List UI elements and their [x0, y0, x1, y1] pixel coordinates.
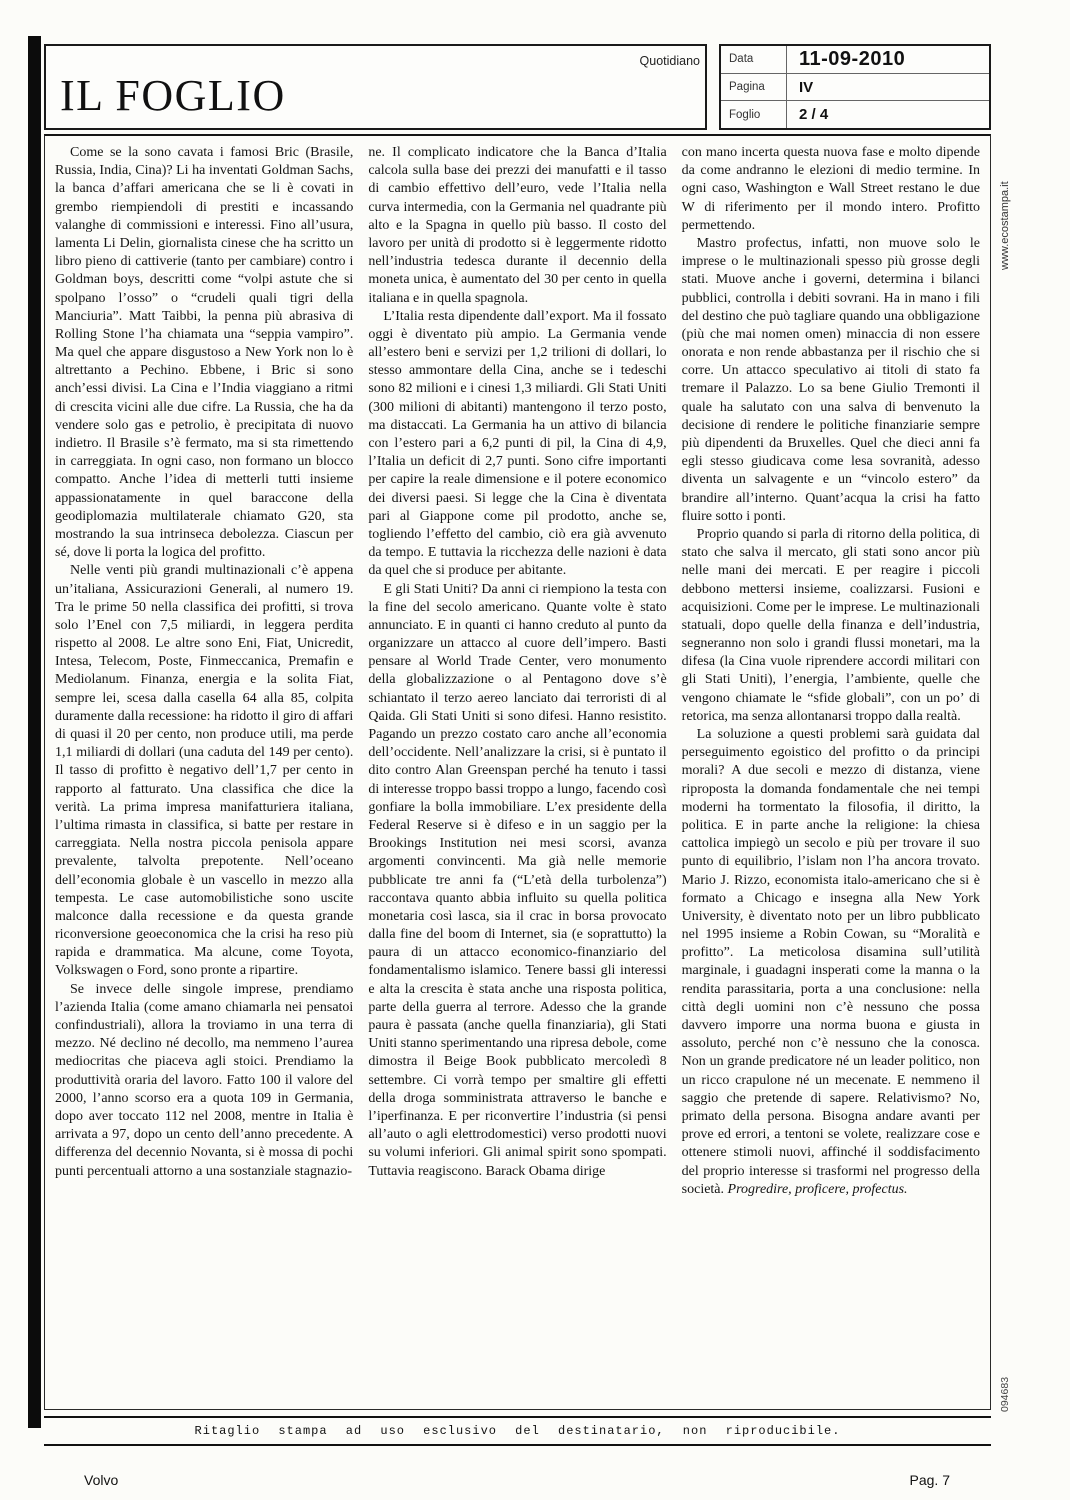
ecostampa-watermark: www.ecostampa.it — [999, 181, 1011, 270]
paragraph: Come se la sono cavata i famosi Bric (Brasile, Russia, India, Cina)? Li ha inventati Goldman Sachs, la banca d’affari americana che se li è covati in grembo riempiendoli di prestiti e incassando valanghe di commissioni e interessi. Fino all’usura, lamenta Li Delin, giornalista cinese che ha scritto un libro pieno di cattiverie (tanto per cambiare) contro i Goldman boys, descritti come “volpi astute che si spolpano l’osso” o “crudeli quali tigri della Manciuria”. Matt Taibbi, la penna più abrasiva di Rolling Stone l’ha chiamata una “seppia vampiro”. Ma quel che appare disgustoso a New York non lo è altrettanto a Pechino. Ebbene, i Bric si sono anch’essi divisi. La Cina e l’India viaggiano a ritmi di crescita vicini alle due cifre. La Russia, che ha da vendere solo gas e petrolio, è precipitata di nuovo indietro. Il Brasile s’è fermato, ma si sta rimettendo in carreggiata. In ogni caso, non formano un blocco compatto. Anche l’idea di metterli tutti insieme appassionatamente in quel baraccone della geodiplomazia multilaterale chiamato G20, sta mostrando la sua intrinseca debolezza. Ciascun per sé, dove li porta la logica del profitto. — [55, 145, 354, 561]
date-label: Data — [721, 46, 787, 73]
page-number: Pag. 7 — [909, 1472, 950, 1488]
paragraph: L’Italia resta dipendente dall’export. Ma il fossato oggi è diventato più ampio. La Germania vende all’estero beni e servizi per 1,2 trilioni di dollari, lo stesso ammontare della Cina, anche se i tedeschi sono 82 milioni e i cinesi 1,3 miliardi. Gli Stati Uniti (300 milioni di abitanti) mantengono il terzo posto, ma distaccati. La Germania ha un attivo di bilancia con l’estero pari a 6,2 punti di pil, la Cina di 4,9, l’Italia un deficit di 2,7 punti. Sono cifre importanti per capire la reale dimensione e il potere economico dei diversi paesi. Si legge che la Cina è diventata pari al Giappone come pil prodotto, anche se, togliendo l’effetto del cambio, ciò era già avvenuto da tempo. E tuttavia la ricchezza delle nazioni è data da quel che si produce per abitante. — [368, 308, 667, 579]
paragraph: Nelle venti più grandi multinazionali c’è appena un’italiana, Assicurazioni Generali, al numero 19. Tra le prime 50 nella classifica dei profitti, si trova solo l’Enel con 7,5 miliardi, in leggera perdita rispetto al 2008. Le altre sono Eni, Fiat, Unicredit, Intesa, Telecom, Poste, Finmeccanica, Premafin e Mediolanum. Finanza, energia e la solita Fiat, sempre lei, scesa dalla casella 64 alla 85, colpita duramente dalla recessione: ha ridotto il giro di affari di quasi il 20 per cento, non produce utili, ma perde 1,1 miliardi di dollari (una caduta del 149 per cento). Il tasso di profitto è negativo dell’1,7 per cento in rapporto al fatturato. Una classifica che dice la verità. La prima impresa manifatturiera italiana, l’ultima rimasta in classifica, si batte per restare in carreggiata. Nella nostra piccola penisola appare prevalente, talvolta prepotente. Nell’oceano dell’economia globale è un vascello in mezzo alla tempesta. Le case automobilistiche sono uscite malconce dalla recessione e da questa grande riconversione geoeconomica che la crisi ha reso più rapida e drammatica. Ma alcune, come Toyota, Volkswagen o Ford, sono pronte a ripartire. — [55, 563, 354, 979]
article-column-2 — [368, 144, 666, 1403]
date-value: 11-09-2010 — [799, 47, 906, 70]
client-name: Volvo — [84, 1472, 119, 1488]
page-value: IV — [799, 78, 814, 96]
article-body — [44, 134, 991, 1410]
page-label: Pagina — [721, 74, 787, 101]
info-row-page — [721, 74, 989, 102]
paragraph-text: La soluzione a questi problemi sarà guidata dal perseguimento egoistico del profitto o da principi morali? A due secoli e mezzo di distanza, viene riproposta la domanda fondamentale che nei tempi moderni ha tormentato la filosofia, il diritto, la politica. E in parte anche la religione: la chiesa cattolica impiegò un secolo e più per trovare il suo punto di equilibrio, l’islam non l’ha ancora trovato. Mario J. Rizzo, economista italo-americano che si è formato a Chicago e insegna alla New York University, è diventato noto per un libro pubblicato nel 1995 insieme a Robin Cowan, su “Moralità e profitto”. La meticolosa disamina sull’utilità marginale, i guadagni insperati come la manna o la rendita parassitaria, porta a una conclusione: nella città degli uomini non c’è nessuno che possa davvero imporre una norma buona e giusta in assoluto, perché non c’è nessuno che la conosca. Non un grande predicatore né un leader politico, non un ricco crapulone né un mecenate. E nemmeno il saggio che pretende di sapere. Relativismo? No, primato della persona. Bisogna andare avanti per prove ed errori, a tentoni se volete, realizzare cose e ottenere stimoli nuovi, affinché il soddisfacimento del proprio interesse si trasformi nel progresso della società. — [681, 727, 980, 1197]
disclaimer-bar — [44, 1416, 991, 1446]
info-row-sheet — [721, 101, 989, 128]
paragraph: ne. Il complicato indicatore che la Banca d’Italia calcola sulla base dei prezzi dei manufatti e il tasso di cambio effettivo dell’euro, vede l’Italia nella curva intermedia, con la Germania nel quadrante più alto e la Spagna in quello più basso. Il costo del lavoro per unità di prodotto si è leggermente ridotto nell’industria tedesca durante il decennio della moneta unica, è aumentato del 30 per cento in quella italiana e in quella spagnola. — [368, 145, 667, 306]
article-column-3 — [682, 144, 980, 1403]
paragraph: Mastro profectus, infatti, non muove solo le imprese o le multinazionali spesso più grosse degli stati. Muove anche i governi, determina i bilanci pubblici, controlla i debiti sovrani. Ha in mano i fili del destino che può tagliare quando una obbligazione (più che mai nomen omen) minaccia di non essere onorata e non rende abbastanza per il rischio che si corre. Un attacco speculativo ai titoli di stato fa tremare il Palazzo. Lo sa bene Giulio Tremonti il quale ha salutato con una salva di benvenuto la decisione di rendere le politiche finanziarie sempre più dipendenti da Bruxelles. Quel che dieci anni fa egli stesso giudicava come lesa sovranità, adesso diventa un salvagente e un “vincolo estero” da brandire all’interno. Quant’acqua la crisi ha fatto fluire sotto i ponti. — [681, 235, 980, 524]
paragraph: Proprio quando si parla di ritorno della politica, di stato che salva il mercato, gli stati sono ancor più nelle mani dei mercati. E per reagire i piccoli debbono mettersi insieme, coalizzarsi. Fusioni e acquisizioni. Come per le imprese. Le multinazionali statuali, dopo quelle della finanza e dell’industria, segneranno non solo i grandi flussi monetari, ma la difesa (la Cina vuole riprendere accordi militari con gli Stati Uniti), l’energia, l’ambiente, quelle che vengono chiamate le “sfide globali”, con un po’ di retorica, ma senza allontanarsi troppo dalla realtà. — [681, 526, 980, 724]
paragraph-with-latin-close — [682, 726, 980, 1199]
publication-type-label: Quotidiano — [639, 54, 700, 68]
paragraph: Se invece delle singole imprese, prendiamo l’azienda Italia (come amano chiamarla nei pensatoi confindustriali), allora la troviamo in una terra di mezzo. Né declino né decollo, ma nemmeno l’aurea mediocritas che piaceva agli stoici. Prendiamo la produttività oraria del lavoro. Fatto 100 il valore del 2000, l’anno scorso era a quota 109 in Germania, dopo aver toccato 112 nel 2008, mentre in Italia è arrivata a 97, dopo un cento dell’anno precedente. A differenza del decennio Novanta, si è mossa di pochi punti percentuali attorno a una sostanziale stagnazio- — [55, 981, 354, 1179]
sheet-value: 2 / 4 — [799, 106, 829, 124]
left-margin-bar — [28, 36, 41, 1428]
disclaimer-text: Ritaglio stampa ad uso esclusivo del destinatario, non riproducibile. — [194, 1424, 841, 1438]
paragraph: E gli Stati Uniti? Da anni ci riempiono la testa con la fine del secolo americano. Quante volte è stato annunciato. E in quanti ci hanno creduto al punto da organizzare un attacco al cuore dell’impero. Basti pensare al World Trade Center, vero monumento della globalizzazione o al Pentagono dove s’è schiantato il terzo aereo lanciato dai terroristi di al Qaida. Gli Stati Uniti si sono difesi. Hanno resistito. Pagando un prezzo costato caro anche all’economia dell’occidente. Nell’analizzare la crisi, si è puntato il dito contro Alan Greenspan perché ha tenuto i tassi di interesse troppo bassi troppo a lungo, facendo così gonfiare la bolla immobiliare. L’ex presidente della Federal Reserve si è difeso e in un saggio per la Brookings Institution nei mesi scorsi, avanza argomenti convincenti. Ma già nelle memorie pubblicate tre anni fa (“L’età della turbolenza”) raccontava quanto abbia influito su quella politica monetaria così lasca, sia il crac in borsa provocato dalla fine del boom di Internet, sia (e soprattutto) la paura di un attacco economico-finanziario del fondamentalismo islamico. Tenere bassi gli interessi e alta la crescita è stata anche una risposta politica, parte della guerra al terrore. Adesso che la grande paura è passata (anche quella finanziaria), gli Stati Uniti stanno sperimentando una ripresa debole, come dimostra il Beige Book pubblicato mercoledì 8 settembre. Ci vorrà tempo per smaltire gli effetti della droga somministrata attraverso le banche e l’iperfinanza. E per riconvertire l’industria (si pensi all’auto o agli elettrodomestici) verso prodotti nuovi su volumi inferiori. Gli animal spirit sono spompati. Tuttavia reagiscono. Barack Obama dirige — [368, 581, 667, 1179]
article-column-1 — [55, 144, 353, 1403]
latin-phrase: Progredire, proficere, profectus. — [727, 1181, 908, 1197]
clipping-info-box — [719, 44, 991, 130]
newspaper-title: IL FOGLIO — [60, 71, 286, 120]
paragraph: con mano incerta questa nuova fase e molto dipende da come andranno le elezioni di medio termine. In ogni caso, Washington e Wall Street restano le due W di riferimento per il mondo intero. Profitto permettendo. — [681, 145, 980, 233]
clipping-code: 094683 — [999, 1376, 1011, 1412]
sheet-label: Foglio — [721, 101, 787, 128]
info-row-date — [721, 46, 989, 74]
